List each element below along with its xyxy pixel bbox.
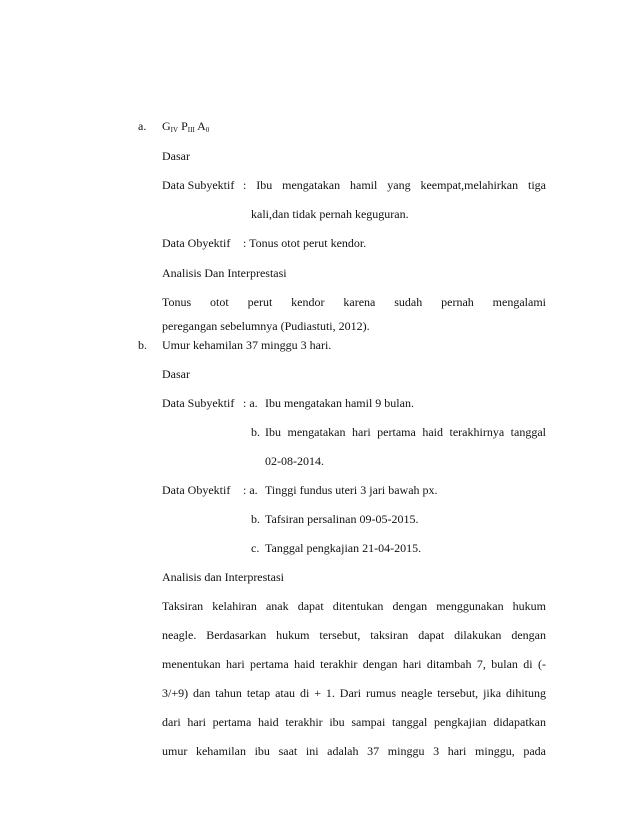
paragraph-line: dari hari pertama haid terakhir ibu sampai tanggal pengkajian didapatkan [162,715,546,729]
list-item-prefix: b. [251,512,260,526]
data-obyektif-label: Data Obyektif [162,483,231,497]
list-item-prefix: : a. [243,483,258,497]
dasar-label: Dasar [162,149,190,163]
paragraph-line: Taksiran kelahiran anak dapat ditentukan dengan menggunakan hukum [162,599,546,613]
data-obyektif-text: : Tonus otot perut kendor. [243,236,367,250]
data-subyektif-text: : Ibu mengatakan hamil yang keempat,melahirkan tiga [243,178,546,192]
list-item-continued: 02-08-2014. [265,454,324,468]
list-item-prefix: b. [251,425,260,439]
analisis-heading: Analisis dan Interprestasi [162,570,284,584]
gestational-age-heading: Umur kehamilan 37 minggu 3 hari. [162,338,332,352]
paragraph-line: menentukan hari pertama haid terakhir dengan hari ditambah 7, bulan di (- [162,657,546,671]
paragraph-line: 3/+9) dan tahun tetap atau di + 1. Dari rumus neagle tersebut, jika dihitung [162,686,546,700]
analisis-text-continued: peregangan sebelumnya (Pudiastuti, 2012). [162,319,370,333]
paragraph-line: umur kehamilan ibu saat ini adalah 37 minggu 3 hari minggu, pada [162,744,546,758]
item-marker-a: a. [138,119,147,133]
item-marker-b: b. [138,338,147,352]
data-subyektif-continued: kali,dan tidak pernah keguguran. [251,207,409,221]
paragraph-line: neagle. Berdasarkan hukum tersebut, taksiran dapat dilakukan dengan [162,628,546,642]
analisis-text: Tonus otot perut kendor karena sudah pernah mengalami [162,295,546,309]
obstetric-formula: $G_{IV}$ $P_{III}$ $A_0$ [162,119,210,134]
list-item-prefix: : a. [243,396,258,410]
list-item: Tafsiran persalinan 09-05-2015. [265,512,419,526]
data-subyektif-label: Data Subyektif [162,396,235,410]
dasar-label: Dasar [162,367,190,381]
list-item: Ibu mengatakan hari pertama haid terakhirnya tanggal [265,425,546,439]
analisis-heading: Analisis Dan Interprestasi [162,266,287,280]
list-item: Ibu mengatakan hamil 9 bulan. [265,396,414,410]
list-item: Tinggi fundus uteri 3 jari bawah px. [265,483,438,497]
data-subyektif-label: Data Subyektif [162,178,235,192]
list-item-prefix: c. [251,541,260,555]
list-item: Tanggal pengkajian 21-04-2015. [265,541,422,555]
data-obyektif-label: Data Obyektif [162,236,231,250]
